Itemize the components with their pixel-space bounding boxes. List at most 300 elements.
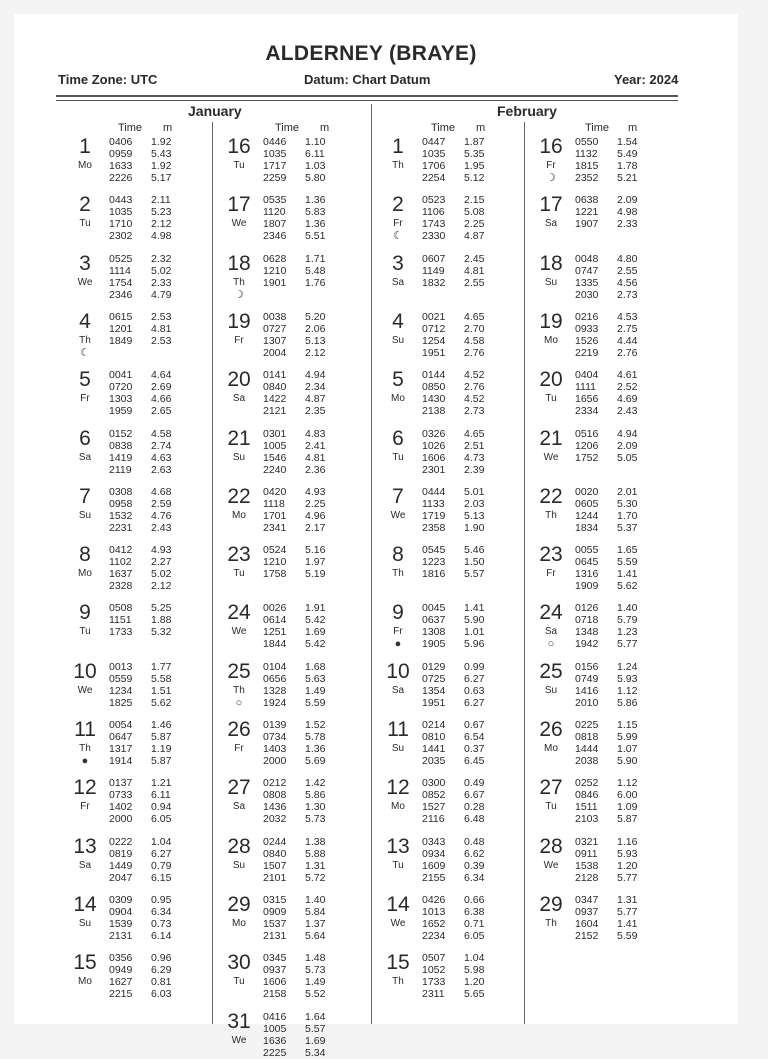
tide-time: 2226 bbox=[109, 172, 133, 184]
tide-list bbox=[109, 136, 181, 184]
tide-time: 0309 bbox=[109, 893, 133, 906]
tide-height: 1.36 bbox=[305, 194, 326, 207]
tide-height: 2.55 bbox=[617, 264, 638, 277]
tide-row bbox=[422, 323, 494, 335]
tide-height: 1.19 bbox=[151, 743, 172, 755]
tide-height: 1.49 bbox=[305, 976, 326, 989]
time-zone-label: Time Zone: UTC bbox=[58, 72, 158, 87]
tide-height: 5.49 bbox=[617, 148, 638, 160]
tide-height: 4.65 bbox=[464, 427, 485, 440]
tide-row bbox=[575, 930, 647, 942]
tide-time: 1637 bbox=[109, 568, 133, 581]
tide-row bbox=[422, 405, 494, 417]
tide-height: 1.95 bbox=[464, 160, 485, 172]
day-of-week: We bbox=[390, 509, 406, 521]
tide-list bbox=[575, 894, 647, 942]
tide-time: 0406 bbox=[109, 136, 133, 148]
header-rule bbox=[56, 95, 678, 97]
tide-table-page bbox=[14, 14, 738, 1059]
tide-row bbox=[109, 464, 181, 476]
tide-row bbox=[422, 206, 494, 218]
moon-phase-icon: ☽ bbox=[546, 172, 556, 184]
day-of-week: Tu bbox=[233, 976, 245, 988]
tide-row bbox=[422, 311, 494, 323]
tide-row bbox=[575, 522, 647, 534]
day-number: 9 bbox=[79, 601, 91, 625]
day-of-week: Mo bbox=[544, 334, 558, 346]
day-of-week: Th bbox=[79, 334, 91, 346]
tide-row bbox=[575, 428, 647, 440]
tide-row bbox=[422, 160, 494, 172]
tide-list bbox=[422, 369, 494, 417]
day-of-week: Th bbox=[392, 568, 404, 580]
tide-row bbox=[422, 253, 494, 265]
tide-height: 2.32 bbox=[151, 252, 172, 265]
day-of-week: Th bbox=[233, 276, 245, 288]
tide-time: 1816 bbox=[422, 568, 446, 581]
tide-row bbox=[575, 498, 647, 510]
tide-height: 1.52 bbox=[305, 719, 326, 731]
tide-height: 1.92 bbox=[151, 136, 172, 148]
tide-time: 1636 bbox=[263, 1034, 287, 1047]
tide-height: 0.79 bbox=[151, 859, 172, 872]
tide-height: 4.44 bbox=[617, 334, 638, 347]
tide-list bbox=[575, 194, 647, 230]
tide-row bbox=[109, 964, 181, 976]
tide-row bbox=[263, 918, 335, 930]
tide-row bbox=[263, 1035, 335, 1047]
tide-list bbox=[575, 369, 647, 417]
tide-height: 2.09 bbox=[617, 194, 638, 207]
tide-time: 1102 bbox=[109, 556, 132, 569]
day-of-week: We bbox=[231, 218, 247, 230]
tide-row bbox=[422, 848, 494, 860]
tide-row bbox=[422, 218, 494, 230]
tide-height: 1.42 bbox=[305, 777, 326, 790]
day-number: 11 bbox=[74, 718, 96, 741]
tide-row bbox=[422, 568, 494, 580]
tide-height: 0.66 bbox=[464, 893, 485, 906]
tide-time: 0545 bbox=[422, 544, 446, 557]
day-of-week: Tu bbox=[233, 568, 245, 580]
day-number: 15 bbox=[386, 951, 410, 975]
tide-height: 2.55 bbox=[464, 276, 485, 289]
tide-row bbox=[575, 172, 647, 184]
tide-list bbox=[109, 719, 181, 767]
tide-height: 2.25 bbox=[464, 218, 485, 231]
day-number: 13 bbox=[386, 834, 410, 858]
day-of-week: Th bbox=[545, 509, 557, 521]
tide-time: 1717 bbox=[263, 160, 287, 172]
tide-height: 4.87 bbox=[305, 393, 326, 406]
tide-height: 4.63 bbox=[151, 451, 172, 464]
day-of-week: We bbox=[390, 917, 406, 929]
tide-list bbox=[575, 311, 647, 359]
tide-list bbox=[109, 428, 181, 476]
tide-height: 6.05 bbox=[151, 813, 172, 826]
tide-row bbox=[109, 697, 181, 709]
tide-time: 1234 bbox=[109, 684, 133, 697]
tide-height: 1.37 bbox=[305, 917, 326, 930]
tide-time: 1111 bbox=[575, 381, 597, 394]
tide-height: 5.87 bbox=[617, 813, 638, 826]
tide-row bbox=[422, 498, 494, 510]
tide-height: 5.21 bbox=[617, 172, 638, 184]
tide-height: 4.56 bbox=[617, 276, 638, 289]
tide-height: 5.57 bbox=[464, 568, 485, 581]
tide-list bbox=[422, 952, 494, 1000]
tide-height: 5.13 bbox=[305, 334, 326, 347]
tide-time: 0426 bbox=[422, 893, 446, 906]
tide-list bbox=[575, 602, 647, 650]
tide-height: 4.83 bbox=[305, 427, 326, 440]
tide-row bbox=[109, 206, 181, 218]
tide-height: 1.90 bbox=[464, 521, 485, 534]
tide-time: 1951 bbox=[422, 696, 446, 709]
tide-row bbox=[263, 230, 335, 242]
tide-row bbox=[263, 1047, 335, 1059]
tide-height: 6.27 bbox=[464, 696, 485, 709]
tide-height: 4.98 bbox=[617, 206, 638, 219]
day-of-week: Th bbox=[79, 743, 91, 754]
tide-height: 6.03 bbox=[151, 988, 172, 1001]
tide-height: 5.05 bbox=[617, 451, 638, 464]
tide-list bbox=[109, 486, 181, 534]
tide-height: 4.94 bbox=[617, 427, 638, 440]
tide-row bbox=[109, 265, 181, 277]
tide-row bbox=[422, 265, 494, 277]
tide-height: 2.74 bbox=[151, 439, 172, 452]
tide-height: 5.93 bbox=[617, 672, 638, 685]
tide-height: 6.48 bbox=[464, 813, 485, 826]
tide-height: 2.63 bbox=[151, 463, 172, 476]
moon-phase-icon: ● bbox=[394, 638, 402, 651]
tide-time: 0356 bbox=[109, 952, 133, 965]
tide-time: 1633 bbox=[109, 160, 133, 172]
day-number: 23 bbox=[539, 543, 563, 567]
tide-height: 0.95 bbox=[151, 893, 172, 906]
tide-row bbox=[575, 148, 647, 160]
day-of-week: Fr bbox=[546, 568, 556, 580]
tide-row bbox=[263, 265, 335, 277]
tide-row bbox=[263, 522, 335, 534]
tide-height: 4.76 bbox=[151, 509, 172, 522]
tide-height: 2.41 bbox=[305, 439, 326, 452]
day-of-week: Fr bbox=[234, 334, 244, 346]
tide-height: 1.64 bbox=[305, 1010, 326, 1023]
tide-height: 1.36 bbox=[305, 743, 326, 755]
tide-time: 2131 bbox=[109, 929, 133, 942]
tide-list bbox=[575, 136, 647, 184]
moon-phase-icon: ● bbox=[81, 755, 89, 767]
day-number: 27 bbox=[227, 776, 251, 800]
day-of-week: Fr bbox=[234, 743, 244, 754]
tide-time: 0156 bbox=[575, 660, 599, 673]
tide-time: 0045 bbox=[422, 602, 446, 615]
tide-time: 1754 bbox=[109, 276, 133, 289]
tide-row bbox=[109, 731, 181, 743]
tide-row bbox=[263, 731, 335, 743]
tide-height: 5.57 bbox=[305, 1022, 326, 1035]
tide-time: 0810 bbox=[422, 731, 446, 743]
tide-row bbox=[109, 253, 181, 265]
tide-height: 0.73 bbox=[151, 917, 172, 930]
day-of-week: We bbox=[543, 859, 559, 871]
day-of-week: Fr bbox=[80, 393, 90, 405]
tide-time: 0139 bbox=[263, 719, 287, 731]
day-number: 6 bbox=[79, 426, 91, 450]
tide-row bbox=[422, 930, 494, 942]
tide-time: 0949 bbox=[109, 964, 133, 977]
tide-height: 1.15 bbox=[617, 719, 638, 731]
tide-list bbox=[263, 952, 335, 1000]
tide-height: 4.79 bbox=[151, 288, 172, 301]
day-of-week: Th bbox=[545, 917, 557, 929]
tide-row bbox=[422, 964, 494, 976]
day-number: 16 bbox=[227, 135, 251, 158]
tide-row bbox=[422, 614, 494, 626]
day-of-week: Su bbox=[544, 276, 558, 288]
tide-time: 1606 bbox=[422, 451, 446, 464]
day-number: 9 bbox=[392, 601, 404, 625]
tide-list bbox=[422, 253, 494, 289]
tide-row bbox=[575, 731, 647, 743]
tide-height: 4.68 bbox=[151, 485, 172, 498]
tide-time: 1701 bbox=[263, 509, 287, 522]
tide-time: 2010 bbox=[575, 696, 599, 709]
tide-row bbox=[109, 369, 181, 381]
tide-list bbox=[575, 544, 647, 592]
tide-height: 5.77 bbox=[617, 905, 638, 918]
tide-time: 2234 bbox=[422, 929, 446, 942]
tide-height: 4.73 bbox=[464, 451, 485, 464]
tide-list bbox=[422, 719, 494, 767]
tide-list bbox=[575, 428, 647, 464]
tide-height: 1.30 bbox=[305, 801, 326, 814]
tide-list bbox=[109, 311, 181, 347]
tide-time: 0416 bbox=[263, 1010, 287, 1023]
tide-row bbox=[263, 673, 335, 685]
tide-height: 1.24 bbox=[617, 660, 638, 673]
tide-row bbox=[575, 393, 647, 405]
tide-time: 0749 bbox=[575, 672, 599, 685]
day-of-week: Su bbox=[544, 684, 558, 696]
tide-time: 2155 bbox=[422, 871, 446, 884]
tide-height: 5.37 bbox=[617, 521, 638, 534]
tide-row bbox=[575, 289, 647, 301]
tide-time: 0733 bbox=[109, 789, 133, 802]
tide-height: 5.34 bbox=[305, 1046, 326, 1059]
tide-time: 1752 bbox=[575, 451, 599, 464]
tide-list bbox=[263, 369, 335, 417]
tide-row bbox=[263, 988, 335, 1000]
day-number: 15 bbox=[73, 951, 97, 975]
tide-row bbox=[575, 218, 647, 230]
day-of-week: Su bbox=[78, 509, 92, 521]
tide-time: 2352 bbox=[575, 172, 599, 184]
tide-time: 2103 bbox=[575, 813, 599, 826]
tide-time: 2358 bbox=[422, 521, 446, 534]
tide-height: 4.96 bbox=[305, 509, 326, 522]
tide-list bbox=[109, 369, 181, 417]
day-number: 11 bbox=[387, 718, 409, 741]
tide-time: 0345 bbox=[263, 952, 287, 965]
tide-row bbox=[263, 626, 335, 638]
tide-time: 2119 bbox=[109, 463, 132, 476]
tide-time: 1133 bbox=[422, 497, 445, 510]
tide-time: 1834 bbox=[575, 521, 599, 534]
tide-time: 1419 bbox=[109, 451, 133, 464]
tide-time: 0126 bbox=[575, 602, 599, 615]
tide-row bbox=[263, 428, 335, 440]
day-of-week: Mo bbox=[391, 393, 405, 405]
day-number: 25 bbox=[539, 659, 563, 683]
tide-row bbox=[422, 755, 494, 767]
tide-height: 4.94 bbox=[305, 369, 326, 382]
tide-height: 1.69 bbox=[305, 626, 326, 639]
tide-height: 5.01 bbox=[464, 485, 485, 498]
tide-row bbox=[575, 381, 647, 393]
tide-list bbox=[263, 544, 335, 580]
tide-row bbox=[422, 836, 494, 848]
month-title-january: January bbox=[188, 103, 242, 119]
tide-height: 5.43 bbox=[151, 148, 172, 160]
tide-row bbox=[109, 952, 181, 964]
tide-height: 0.67 bbox=[464, 719, 485, 731]
day-of-week: Su bbox=[391, 743, 405, 754]
day-of-week: Tu bbox=[79, 626, 91, 638]
tide-row bbox=[575, 860, 647, 872]
tide-height: 1.65 bbox=[617, 544, 638, 557]
tide-height: 6.27 bbox=[464, 672, 485, 685]
tide-time: 0308 bbox=[109, 485, 133, 498]
day-number: 24 bbox=[227, 601, 251, 625]
tide-row bbox=[263, 136, 335, 148]
tide-height: 4.58 bbox=[151, 427, 172, 440]
tide-row bbox=[109, 160, 181, 172]
tide-time: 1132 bbox=[575, 148, 598, 160]
tide-row bbox=[109, 452, 181, 464]
tide-height: 5.93 bbox=[617, 847, 638, 860]
tide-height: 5.59 bbox=[305, 696, 326, 709]
tide-time: 0933 bbox=[575, 322, 599, 335]
tide-height: 5.16 bbox=[305, 544, 326, 557]
day-of-week: Su bbox=[391, 334, 405, 346]
tide-list bbox=[575, 661, 647, 709]
tide-height: 6.45 bbox=[464, 755, 485, 767]
tide-time: 2346 bbox=[263, 230, 287, 243]
tide-row bbox=[575, 568, 647, 580]
tide-height: 2.76 bbox=[617, 346, 638, 359]
tide-row bbox=[575, 626, 647, 638]
tide-height: 2.11 bbox=[151, 194, 171, 207]
day-number: 1 bbox=[392, 135, 404, 158]
tide-height: 5.02 bbox=[151, 264, 172, 277]
tide-row bbox=[422, 393, 494, 405]
tide-time: 0026 bbox=[263, 602, 287, 615]
tide-row bbox=[575, 906, 647, 918]
tide-row bbox=[109, 789, 181, 801]
tide-height: 2.17 bbox=[305, 521, 326, 534]
day-of-week: We bbox=[231, 1034, 247, 1046]
tide-time: 1013 bbox=[422, 905, 446, 918]
tide-time: 2330 bbox=[422, 230, 446, 243]
tide-height: 2.52 bbox=[617, 381, 638, 394]
tide-height: 4.53 bbox=[617, 310, 638, 323]
tide-time: 1710 bbox=[109, 218, 133, 231]
tide-time: 1307 bbox=[263, 334, 287, 347]
tide-height: 6.27 bbox=[151, 847, 172, 860]
tide-row bbox=[422, 381, 494, 393]
tide-row bbox=[263, 148, 335, 160]
tide-time: 1403 bbox=[263, 743, 287, 755]
tide-time: 2032 bbox=[263, 813, 287, 826]
tide-row bbox=[422, 522, 494, 534]
tide-height: 5.19 bbox=[305, 568, 326, 581]
tide-time: 1807 bbox=[263, 218, 287, 231]
tide-time: 1026 bbox=[422, 439, 446, 452]
tide-height: 2.03 bbox=[464, 497, 485, 510]
tide-list bbox=[263, 1011, 335, 1059]
tide-row bbox=[263, 906, 335, 918]
day-number: 2 bbox=[392, 193, 404, 217]
day-number: 21 bbox=[227, 426, 251, 450]
tide-height: 0.63 bbox=[464, 684, 485, 697]
tide-height: 1.91 bbox=[305, 602, 326, 615]
tide-row bbox=[263, 685, 335, 697]
day-number: 4 bbox=[79, 309, 91, 333]
day-number: 5 bbox=[79, 368, 91, 392]
tide-height: 5.20 bbox=[305, 310, 326, 323]
day-number: 28 bbox=[539, 834, 563, 858]
tide-row bbox=[422, 661, 494, 673]
tide-time: 0343 bbox=[422, 835, 446, 848]
tide-height: 5.62 bbox=[617, 580, 638, 593]
tide-time: 0818 bbox=[575, 731, 599, 743]
tide-row bbox=[263, 848, 335, 860]
tide-row bbox=[263, 755, 335, 767]
tide-time: 0041 bbox=[109, 369, 133, 382]
tide-time: 0404 bbox=[575, 369, 599, 382]
tide-time: 1422 bbox=[263, 393, 287, 406]
tide-row bbox=[109, 673, 181, 685]
day-number: 25 bbox=[227, 659, 251, 683]
tide-row bbox=[263, 697, 335, 709]
tide-height: 1.49 bbox=[305, 684, 326, 697]
tide-row bbox=[109, 755, 181, 767]
tide-height: 1.12 bbox=[617, 684, 638, 697]
tide-row bbox=[109, 172, 181, 184]
tide-height: 5.86 bbox=[305, 789, 326, 802]
day-number: 14 bbox=[386, 892, 410, 916]
tide-time: 1449 bbox=[109, 859, 133, 872]
tide-time: 0129 bbox=[422, 660, 446, 673]
tide-row bbox=[422, 697, 494, 709]
tide-height: 2.53 bbox=[151, 334, 172, 347]
tide-height: 1.70 bbox=[617, 509, 638, 522]
tide-row bbox=[263, 347, 335, 359]
col-header-height: m bbox=[320, 122, 330, 134]
tide-height: 5.86 bbox=[617, 696, 638, 709]
tide-height: 1.68 bbox=[305, 660, 326, 673]
tide-list bbox=[109, 544, 181, 592]
tide-time: 0838 bbox=[109, 439, 133, 452]
tide-row bbox=[575, 872, 647, 884]
tide-row bbox=[263, 440, 335, 452]
tide-time: 1907 bbox=[575, 218, 599, 231]
tide-time: 1743 bbox=[422, 218, 446, 231]
day-number: 14 bbox=[73, 892, 97, 916]
